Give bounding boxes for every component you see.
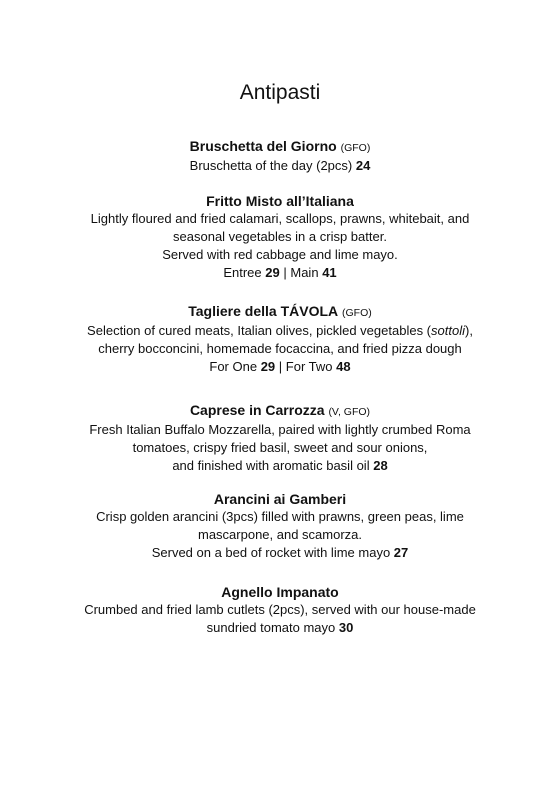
- item-price: 27: [393, 545, 409, 560]
- item-heading: [0, 302, 560, 322]
- item-heading: [0, 490, 560, 508]
- description-text: and finished with aromatic basil oil: [172, 458, 370, 473]
- price-label: Main: [290, 265, 319, 280]
- description-text: ),: [464, 323, 473, 338]
- description-line: cherry bocconcini, homemade focaccina, and fried pizza dough: [98, 341, 462, 356]
- description-line: mascarpone, and scamorza.: [197, 527, 363, 542]
- item-price: 29: [265, 265, 280, 280]
- price-label: Entree: [223, 265, 262, 280]
- price-label: For One: [209, 359, 258, 374]
- description-italic: sottoli: [431, 323, 465, 338]
- menu-item-fritto-misto: [0, 192, 560, 282]
- item-price: 41: [322, 265, 337, 280]
- dietary-tag: (GFO): [342, 307, 372, 319]
- item-name: Agnello Impanato: [221, 584, 339, 600]
- description-line: Fresh Italian Buffalo Mozzarella, paired with lightly crumbed Roma: [89, 422, 471, 437]
- description-line: Crisp golden arancini (3pcs) filled with prawns, green peas, lime: [96, 509, 464, 524]
- item-price: 48: [336, 359, 351, 374]
- description-text: Bruschetta of the day (2pcs): [189, 158, 353, 173]
- description-text: Served on a bed of rocket with lime mayo: [151, 545, 391, 560]
- price-line: [0, 358, 560, 376]
- menu-item-tagliere: [0, 302, 560, 376]
- item-name: Bruschetta del Giorno: [189, 138, 337, 154]
- item-heading: [0, 192, 560, 210]
- description-line: Lightly floured and fried calamari, scallops, prawns, whitebait, and: [90, 211, 470, 226]
- description-line: Crumbed and fried lamb cutlets (2pcs), served with our house-made: [84, 602, 476, 617]
- item-price: 28: [373, 458, 388, 473]
- item-name: Tagliere della TÁVOLA: [188, 303, 339, 319]
- description-line: [0, 619, 560, 637]
- description-line: tomatoes, crispy fried basil, sweet and sour onions,: [132, 440, 428, 455]
- item-heading: [0, 137, 560, 157]
- description-line: [0, 544, 560, 562]
- section-title: Antipasti: [239, 81, 321, 104]
- menu-item-bruschetta: [0, 137, 560, 175]
- menu-item-agnello: [0, 583, 560, 637]
- menu-item-arancini: [0, 490, 560, 562]
- item-heading: [0, 401, 560, 421]
- menu-item-caprese: [0, 401, 560, 475]
- item-description: [0, 157, 560, 175]
- price-line: [0, 264, 560, 282]
- dietary-tag: (V, GFO): [328, 406, 371, 418]
- item-price: 29: [260, 359, 276, 374]
- description-line: [0, 457, 560, 475]
- description-line: Served with red cabbage and lime mayo.: [162, 247, 398, 262]
- dietary-tag: (GFO): [340, 142, 371, 154]
- price-separator: |: [283, 265, 287, 280]
- item-heading: [0, 583, 560, 601]
- description-line: [0, 322, 560, 340]
- description-text: sundried tomato mayo: [206, 620, 336, 635]
- item-name: Arancini ai Gamberi: [213, 491, 347, 507]
- item-price: 30: [338, 620, 354, 635]
- item-price: 24: [355, 158, 371, 173]
- description-text: Selection of cured meats, Italian olives, pickled vegetables (: [87, 323, 432, 338]
- description-line: seasonal vegetables in a crisp batter.: [173, 229, 387, 244]
- price-separator: |: [278, 359, 283, 374]
- item-name: Fritto Misto all’Italiana: [206, 193, 354, 209]
- price-label: For Two: [285, 359, 333, 374]
- item-name: Caprese in Carrozza: [189, 402, 325, 418]
